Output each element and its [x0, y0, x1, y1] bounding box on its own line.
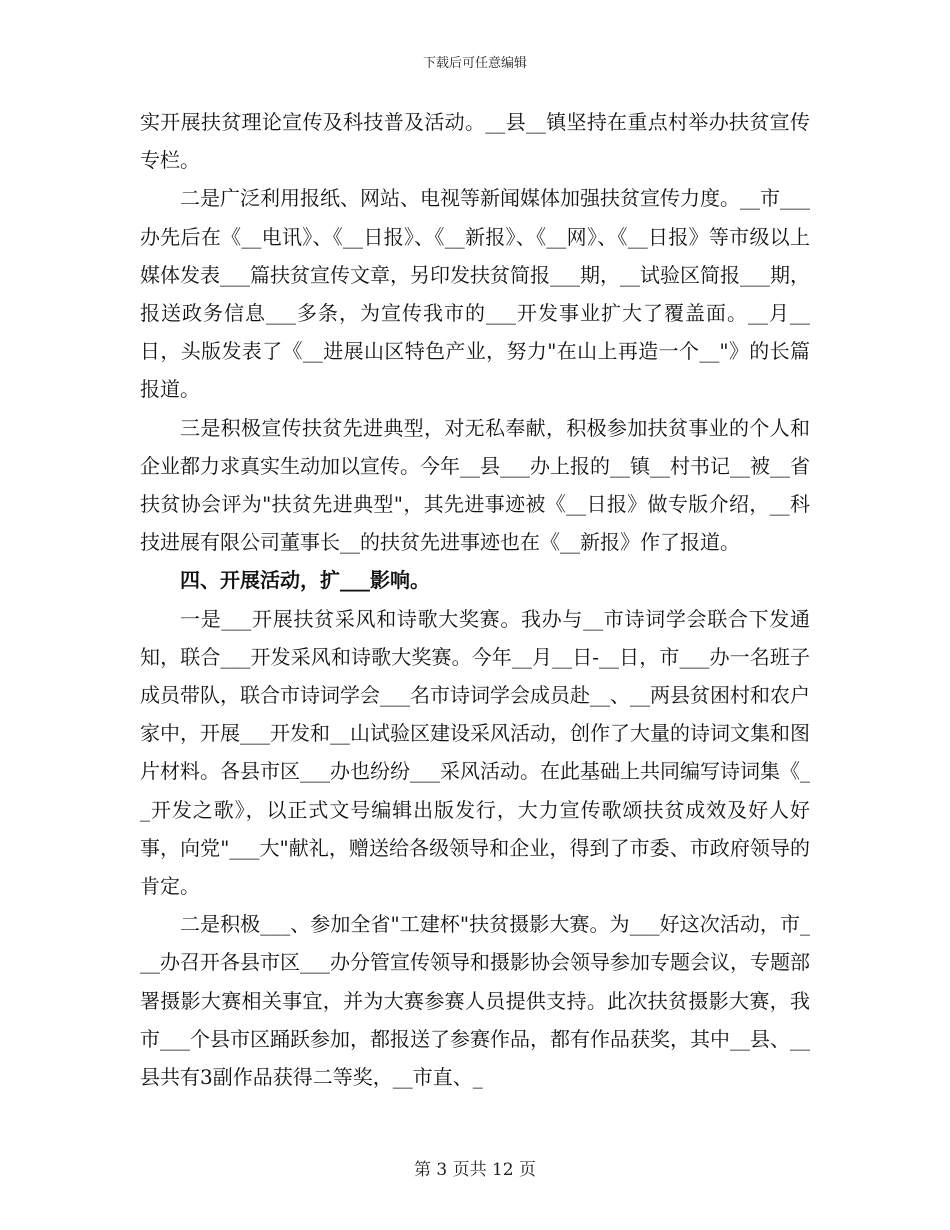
- paragraph-media-publicity: 二是广泛利用报纸、网站、电视等新闻媒体加强扶贫宣传力度。__市___办先后在《__电讯》、《__日报》、《__新报》、《__网》、《__日报》等市级以上媒体发表___篇扶贫宣传文章，另印发扶贫简报___期，__试验区简报___期，报送政务信息___多条，为宣传我市的___开发事业扩大了覆盖面。__月__日，头版发表了《__进展山区特色产业，努力"在山上再造一个__"》的长篇报道。: [140, 186, 810, 402]
- paragraph-photography-contest: 二是积极___、参加全省"工建杯"扶贫摄影大赛。为___好这次活动，市___办召开各县市区___办分管宣传领导和摄影协会领导参加专题会议，专题部署摄影大赛相关事宜，并为大赛参赛人员提供支持。此次扶贫摄影大赛，我市___个县市区踊跃参加，都报送了参赛作品，都有作品获奖，其中__县、__县共有3副作品获得二等奖，__市直、_: [140, 912, 810, 1090]
- paragraph-poetry-contest: 一是___开展扶贫采风和诗歌大奖赛。我办与__市诗词学会联合下发通知，联合___开发采风和诗歌大奖赛。今年__月__日-__日，市___办一名班子成员带队，联合市诗词学会___名市诗词学会成员赴__、__两县贫困村和农户家中，开展___开发和__山试验区建设采风活动，创作了大量的诗词文集和图片材料。各县市区___办也纷纷___采风活动。在此基础上共同编写诗词集《__开发之歌》，以正式文号编辑出版发行，大力宣传歌颂扶贫成效及好人好事，向党"___大"献礼，赠送给各级领导和企业，得到了市委、市政府领导的肯定。: [140, 606, 810, 899]
- paragraph-advanced-examples: 三是积极宣传扶贫先进典型，对无私奉献，积极参加扶贫事业的个人和企业都力求真实生动加以宣传。今年__县___办上报的__镇__村书记__被__省扶贫协会评为"扶贫先进典型"，其先进事迹被《__日报》做专版介绍，__科技进展有限公司董事长__的扶贫先进事迹也在《__新报》作了报道。: [140, 415, 810, 555]
- page-header: 下载后可任意编辑: [422, 56, 527, 71]
- paragraph-continued: 实开展扶贫理论宣传及科技普及活动。__县__镇坚持在重点村举办扶贫宣传专栏。: [140, 110, 810, 173]
- section-heading-four: 四、开展活动，扩___影响。: [180, 568, 430, 593]
- document-body: [140, 103, 810, 1096]
- page-number-footer: 第 3 页共 12 页: [413, 1160, 537, 1180]
